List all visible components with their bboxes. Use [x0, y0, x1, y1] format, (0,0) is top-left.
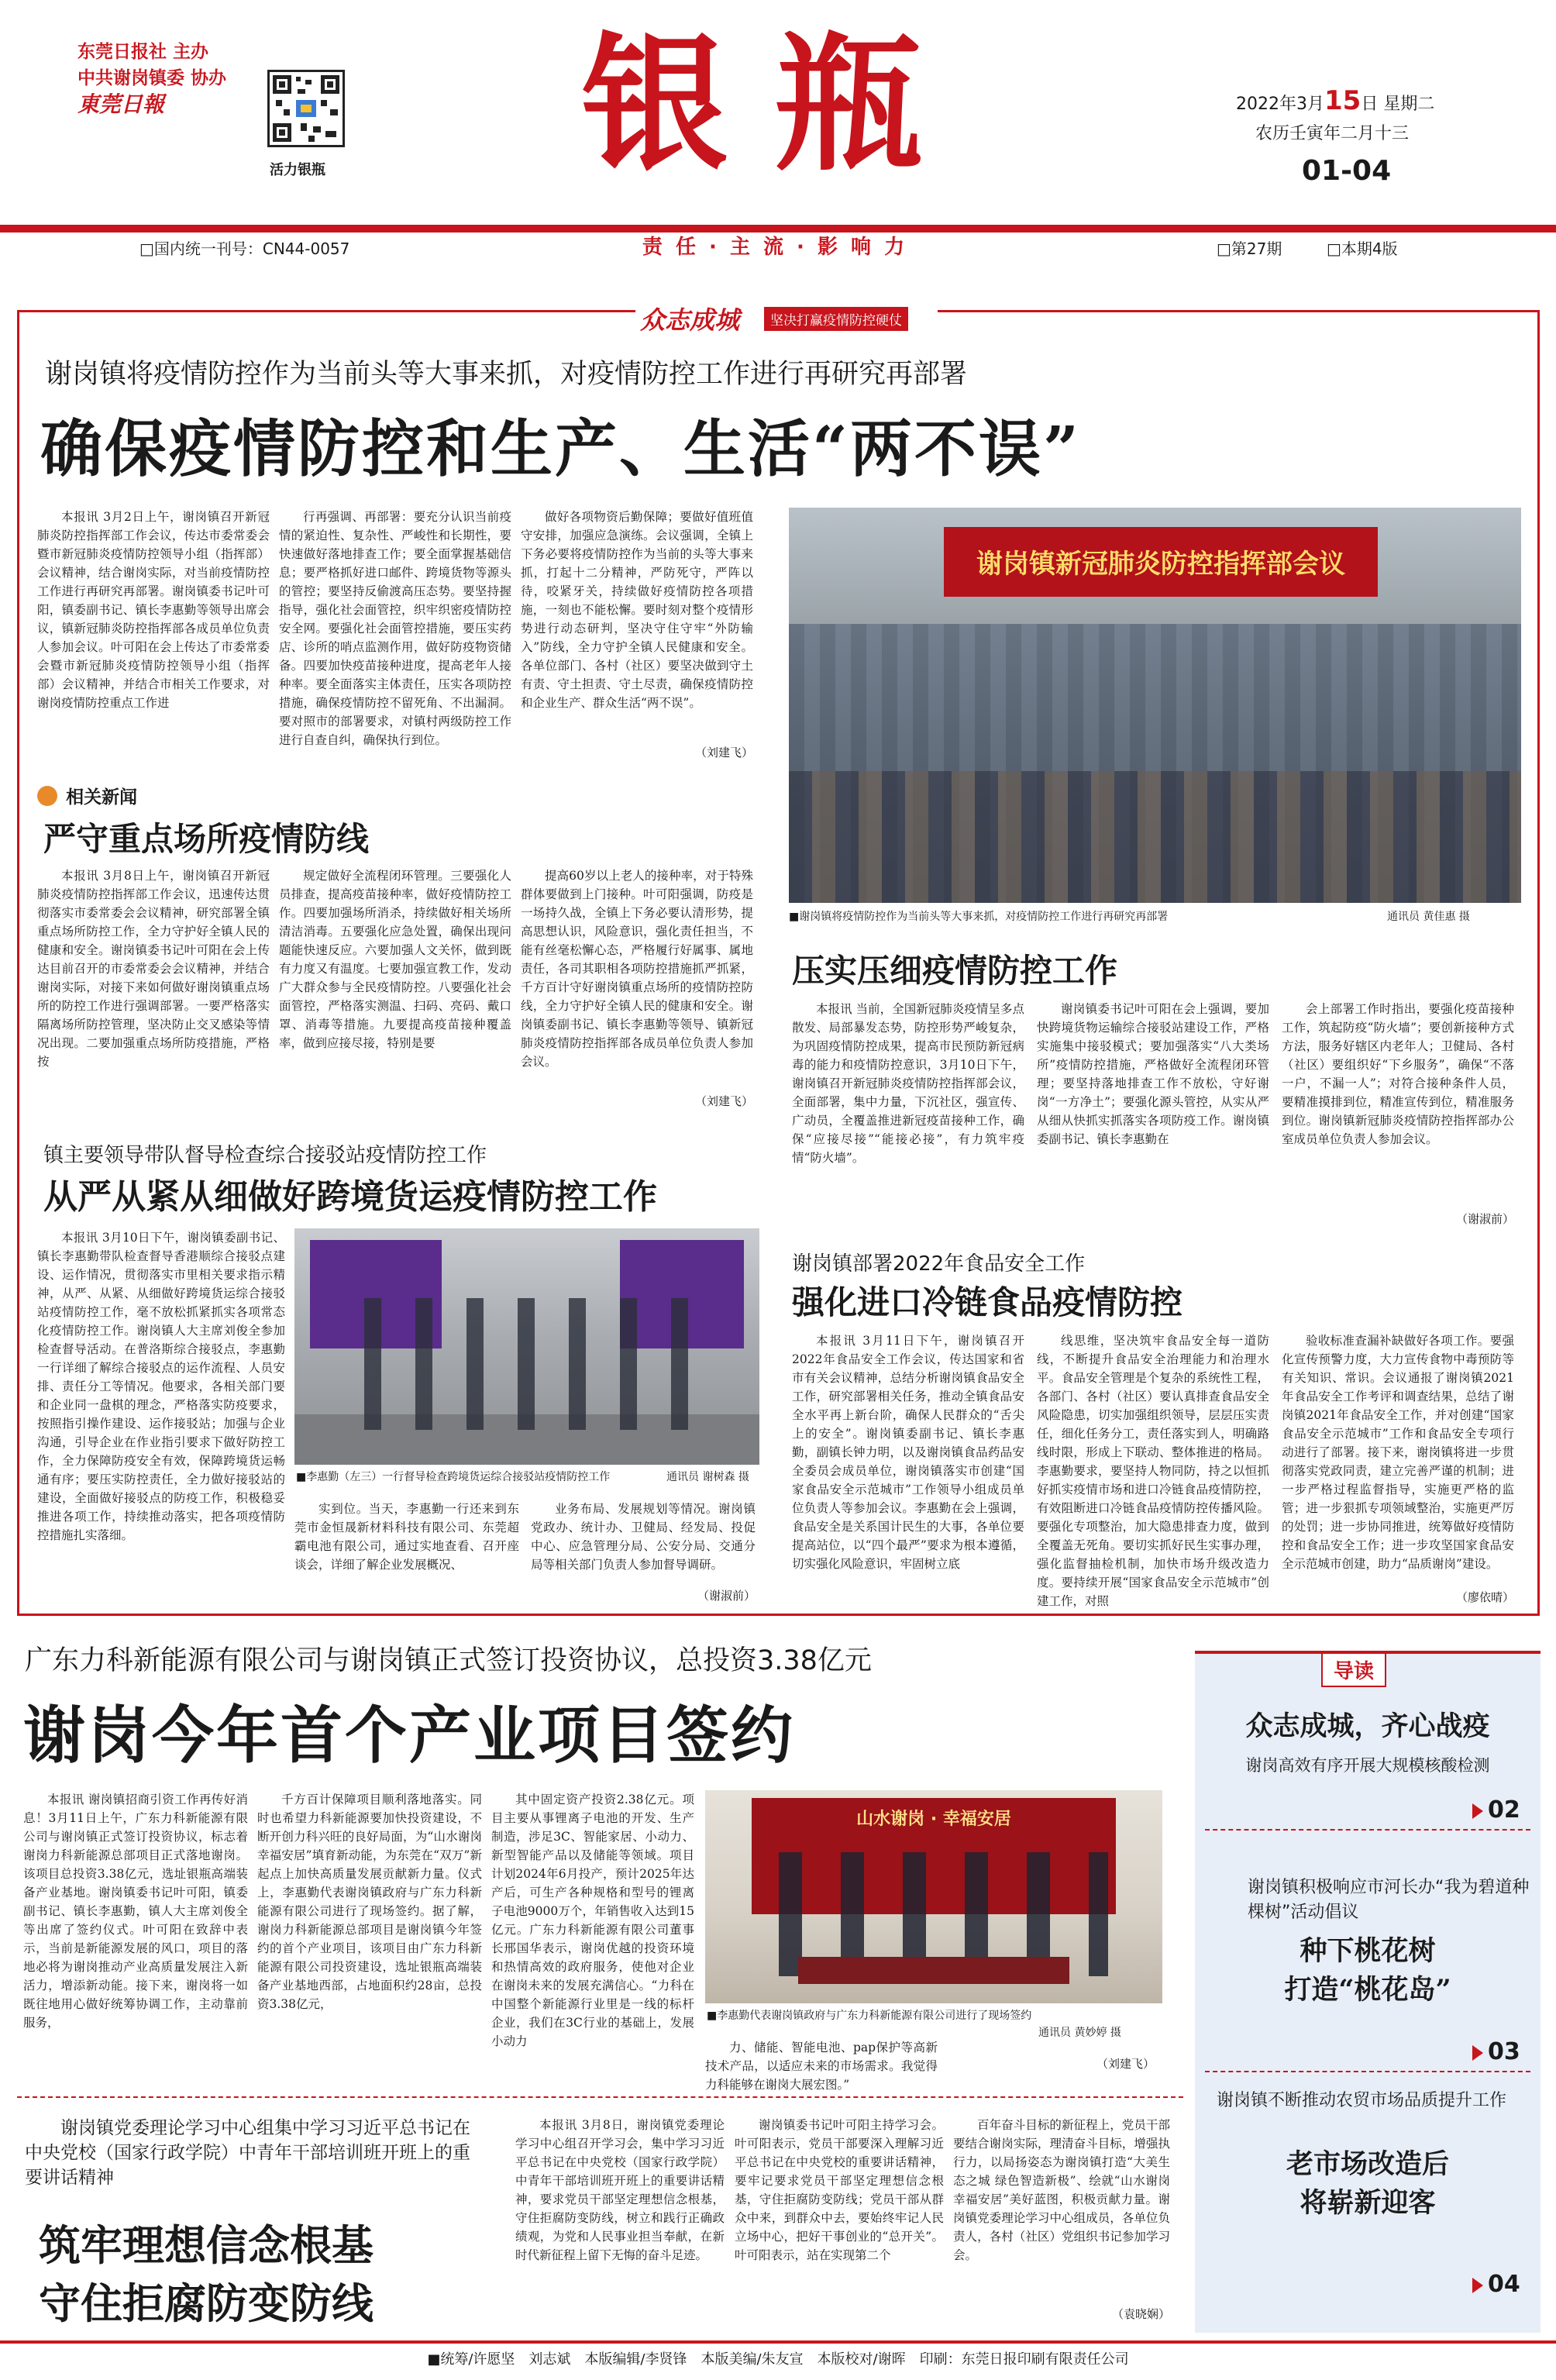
lead-col-3: 做好各项物资后勤保障；要做好值班值守安排，加强应急演练。会议强调，全镇上下务必要将疫情防控作为当前的头等大事来抓，打起十二分精神，严防死守，严阵以待，咬紧牙关，持续做好疫情防控各项措施，一刻也不能松懈。要时刻对整个疫情形势进行动态研判，坚决守住守牢“外防输入”防线，全力守护全镇人民健康和安全。各单位部门、各村（社区）要坚决做到守土有责、守土担责、守土尽责，确保疫情防控和企业生产、群众生活“两不误”。	[521, 510, 753, 710]
audience-front	[789, 771, 1521, 903]
pressure-col-3: 会上部署工作时指出，要强化疫苗接种工作，筑起防疫“防火墙”；要创新接种方式方法，服务好辖区内老年人；卫健局、各村（社区）要组织好“下乡服务”，确保“不落一户，不漏一人”；对符合接种条件人员，要精准摸排到位，精准宣传到位，精准服务到位。谢岗镇新冠肺炎疫情防控指挥部办公室成员单位负责人参加会议。	[1282, 1002, 1514, 1146]
issue-number: □第27期	[1217, 239, 1282, 258]
lead-photo-credit: 通讯员 黄佳惠 摄	[1387, 911, 1470, 923]
lead-photo-banner: 谢岗镇新冠肺炎防控指挥部会议	[976, 549, 1345, 580]
date-prefix: 2022年3月	[1236, 95, 1324, 114]
project-kicker: 广东力科新能源有限公司与谢岗镇正式签订投资协议，总投资3.38亿元	[25, 1645, 872, 1676]
footer-rule	[0, 2340, 1556, 2344]
guide-item-1-head[interactable]: 众志成城，齐心战疫	[1245, 1710, 1490, 1742]
guide-item-2-head2[interactable]: 打造“桃花岛”	[1284, 1974, 1451, 2006]
project-col-4: 力、储能、智能电池、pap保护等高新技术产品，以适应未来的市场需求。我觉得力科能够在谢岗大展宏图。”	[705, 2041, 938, 2092]
cross-headline: 从严从紧从细做好跨境货运疫情防控工作	[43, 1177, 657, 1217]
guide-item-2-page-num: 03	[1488, 2038, 1520, 2065]
guide-item-2-pre: 谢岗镇积极响应市河长办“我为碧道种棵树”活动倡议	[1248, 1878, 1530, 1922]
project-photo	[705, 1790, 1162, 2003]
related-icon	[37, 786, 57, 806]
guide-divider-1	[1205, 1829, 1530, 1831]
guide-item-3-page[interactable]	[1472, 2271, 1520, 2298]
guide-title	[1321, 1652, 1386, 1687]
study-headline-1: 筑牢理想信念根基	[39, 2220, 374, 2270]
publisher-line-1: 东莞日报社 主办	[77, 42, 209, 62]
paper-logo: 東莞日報	[77, 91, 165, 117]
arrow-right-icon	[1472, 1803, 1483, 1819]
project-photo-banner: 山水谢岗 · 幸福安居	[856, 1810, 1011, 1829]
food-col-2: 线思维，坚决筑牢食品安全每一道防线，不断提升食品安全治理能力和治理水平。食品安全管理是个复杂的系统性工程，各部门、各村（社区）要认真排查食品安全风险隐患，切实加强组织领导，层层压实责任，细化任务分工，责任落实到人，明确路线时限，形成上下联动、整体推进的格局。李惠勤要求，要坚持人物同防，持之以恒抓好抓实疫情市场和进口冷链食品疫情防控，有效阻断进口冷链食品疫情防控传播风险。要强化专项整治，加大隐患排查力度，做到全覆盖无死角。要切实抓好民生实事办理，强化监督抽检机制，加快市场升级改造力度。要持续开展“国家食品安全示范城市”创建工作，对照	[1037, 1334, 1269, 1608]
issue-total: □本期4版	[1327, 239, 1398, 258]
study-headline-2: 守住拒腐防变防线	[39, 2278, 374, 2328]
feature-logo: 众志成城	[640, 305, 740, 335]
guide-item-3-page-num: 04	[1488, 2271, 1520, 2298]
qr-code	[267, 70, 345, 147]
related-col-3: 提高60岁以上老人的接种率，对于特殊群体要做到上门接种。叶可阳强调，防疫是一场持久战，全镇上下务必要认清形势，提高思想认识，风险意识，强化责任担当，不能有丝毫松懈心态，严格履行好属事、属地责任，各司其职相各项防控措施抓严抓紧，千方百计守好谢岗镇重点场所的疫情防控防线，全力守护好全镇人民的健康和安全。谢岗镇委副书记、镇长李惠勤等领导、镇新冠肺炎疫情防控指挥部各成员单位负责人参加会议。	[521, 869, 753, 1069]
lead-kicker: 谢岗镇将疫情防控作为当前头等大事来抓，对疫情防控工作进行再研究再部署	[45, 359, 968, 390]
project-col-1: 本报讯 谢岗镇招商引资工作再传好消息！3月11日上午，广东力科新能源有限公司与谢岗镇正式签订投资协议，标志着谢岗力科新能源总部项目正式落地谢岗。该项目总投资3.38亿元，选址银瓶高端装备产业基地。谢岗镇委书记叶可阳，镇委副书记、镇长李惠勤，镇人大主席刘俊全等出席了签约仪式。叶可阳在致辞中表示，当前是新能源发展的风口，项目的落地必将为谢岗推动产业高质量发展注入新活力，增添新动能。接下来，谢岗将一如既往地用心做好统筹协调工作，主动靠前服务，	[23, 1793, 248, 2030]
qr-caption: 活力银瓶	[270, 162, 325, 178]
cross-photo	[294, 1228, 759, 1465]
guide-item-1-page-num: 02	[1488, 1796, 1520, 1824]
cross-col-1: 本报讯 3月10日下午，谢岗镇委副书记、镇长李惠勤带队检查督导香港顺综合接驳点建设、运作情况，贯彻落实市里相关要求指示精神，从严、从紧、从细做好跨境货运综合接驳站疫情防控工作，毫不放松抓紧抓实各项常态化疫情防控工作。谢岗镇人大主席刘俊全参加检查督导活动。在普洛斯综合接驳点，李惠勤一行详细了解综合接驳点的运作流程、人员安排、责任分工等情况。他要求，各相关部门要和企业同一盘棋的理念，严格落实防疫要求，按照指引操作建设、运作接驳站；加强与企业沟通，引导企业在作业指引要求下做好防控工作，全力保障防疫安全有效，保障跨境货运畅通有序；要压实防控责任，全力做好接驳站的建设，全面做好接驳点的防疫工作，积极稳妥推进各项工作，持续推动落实，把各项疫情防控措施扎实落细。	[37, 1231, 285, 1542]
issue-date	[1236, 85, 1434, 116]
masthead-slogan: 责 任 · 主 流 · 影 响 力	[642, 236, 908, 259]
pressure-col-2: 谢岗镇委书记叶可阳在会上强调，要加快跨境货物运输综合接驳站建设工作，严格实施集中接驳模式；要加强落实“八大类场所”疫情防控措施，严格做好全流程闭环管理；要坚持落地排查工作不放松，守好谢岗“一方净土”；要强化源头管控，从实从严从细从快抓实抓落实各项防疫工作。谢岗镇委副书记、镇长李惠勤在	[1037, 1002, 1269, 1146]
date-suffix: 日 星期二	[1361, 95, 1435, 114]
date-day: 15	[1324, 85, 1362, 116]
cross-col-3: 业务布局、发展规划等情况。谢岗镇党政办、统计办、卫健局、经发局、投促中心、应急管理分局、公安分局、交通分局等相关部门负责人参加督导调研。	[531, 1502, 756, 1572]
feature-tag: 坚决打赢疫情防控硬仗	[764, 307, 908, 331]
lunar-date: 农历壬寅年二月十三	[1255, 124, 1410, 143]
cn-number: □国内统一刊号：CN44-0057	[139, 239, 350, 258]
guide-item-1-page[interactable]	[1472, 1796, 1520, 1824]
arrow-right-icon	[1472, 2278, 1483, 2293]
study-col-2: 谢岗镇委书记叶可阳主持学习会。叶可阳表示，党员干部要深入理解习近平总书记在中央党校的重要讲话精神，要牢记要求党员干部坚定理想信念根基，守住拒腐防变防线；党员干部从群众中来，到群众中去，要始终牢记人民立场中心，把好干事创业的“总开关”。叶可阳表示，站在实现第二个	[735, 2118, 944, 2262]
cross-kicker: 镇主要领导带队督导检查综合接驳站疫情防控工作	[43, 1144, 487, 1167]
project-photo-caption: ■李惠勤代表谢岗镇政府与广东力科新能源有限公司进行了现场签约	[707, 2010, 1032, 2022]
study-kicker: 谢岗镇党委理论学习中心组集中学习习近平总书记在中央党校（国家行政学院）中青年干部培训班开班上的重要讲话精神	[25, 2118, 470, 2188]
project-col-2: 千方百计保障项目顺利落地落实。同时也希望力科新能源要加快投资建设，不断开创力科兴旺的良好局面，为“山水谢岗 幸福安居”填育新动能，为东莞在“双万”新起点上加快高质量发展贡献新力量。仪式上，李惠勤代表谢岗镇政府与广东力科新能源有限公司进行了现场签约。据了解，谢岗力科新能源总部项目是谢岗镇今年签约的首个产业项目，该项目由广东力科新能源有限公司投资建设，选址银瓶高端装备产业基地西部，占地面积约28亩，总投资3.38亿元，	[257, 1793, 482, 2011]
guide-item-2-head1[interactable]: 种下桃花树	[1300, 1935, 1436, 1967]
signing-table	[798, 1957, 1069, 1984]
publisher-line-2: 中共谢岗镇委 协办	[77, 68, 227, 88]
lead-photo	[789, 508, 1521, 903]
related-col-1: 本报讯 3月8日上午，谢岗镇召开新冠肺炎疫情防控指挥部工作会议，迅速传达贯彻落实市委常委会会议精神，研究部署全镇重点场所防控工作，全力守护好全镇人民的健康和安全。谢岗镇委书记叶可阳在会上传达目前召开的市委常委会会议精神，并结合谢岗实际，对接下来如何做好谢岗镇重点场所的防控工作进行强调部署。一要严格落实隔离场所防控管理，坚决防止交叉感染等情况出现。二要加强重点场所防疫措施，严格按	[37, 869, 270, 1069]
guide-item-2-page[interactable]	[1472, 2038, 1520, 2065]
feature-banner	[635, 301, 938, 335]
food-col-1: 本报讯 3月11日下午，谢岗镇召开2022年食品安全工作会议，传达国家和省市有关会议精神，总结分析谢岗镇食品安全工作，研究部署相关任务，推动全镇食品安全水平再上新台阶，确保人民群众的“舌尖上的安全”。谢岗镇委副书记、镇长李惠勤，副镇长钟力明，以及谢岗镇食品药品安全委员会成员单位，谢岗镇落实市创建“国家食品安全示范城市”工作领导小组成员单位负责人等参加会议。李惠勤在会上强调，食品安全是关系国计民生的大事，各单位要提高站位，以“四个最严”要求为根本遵循，切实强化风险意识，牢固树立底	[792, 1334, 1024, 1571]
food-kicker: 谢岗镇部署2022年食品安全工作	[792, 1252, 1086, 1276]
footer-credits: ■统筹/许愿坚 刘志斌 本版编辑/李贤锋 本版美编/朱友宣 本版校对/谢晖 印刷：东莞日报印刷有限责任公司	[427, 2351, 1129, 2368]
study-col-1: 本报讯 3月8日，谢岗镇党委理论学习中心组召开学习会，集中学习习近平总书记在中央党校（国家行政学院）中青年干部培训班开班上的重要讲话精神，要求党员干部坚定理想信念根基，守住拒腐防变防线，树立和践行正确政绩观，为党和人民事业担当奉献，在新时代新征程上留下无悔的奋斗足迹。	[515, 2118, 725, 2262]
page-range: 01-04	[1302, 155, 1392, 187]
cross-signoff: （谢淑前）	[697, 1589, 756, 1603]
project-photo-credit: 通讯员 黄妙婷 摄	[1038, 2027, 1121, 2039]
pressure-headline: 压实压细疫情防控工作	[792, 952, 1118, 990]
guide-item-3-pre: 谢岗镇不断推动农贸市场品质提升工作	[1217, 2091, 1507, 2110]
project-col-3: 其中固定资产投资2.38亿元。项目主要从事锂离子电池的开发、生产制造，涉足3C、智能家居、小动力、新型智能产品以及储能等领域。项目计划2024年6月投产，预计2025年达产后，可生产各种规格和型号的锂离子电池9000万个，年销售收入达到15亿元。广东力科新能源有限公司董事长邢国华表示，谢岗优越的投资环境和热情高效的政府服务，使他对企业在谢岗未来的发展充满信心。“力科在中国整个新能源行业里是一线的标杆企业，我们在3C行业的基础上，发展小动力	[491, 1793, 694, 2048]
related-label-text: 相关新闻	[66, 787, 138, 808]
project-headline: 谢岗今年首个产业项目签约	[23, 1699, 795, 1772]
related-signoff: （刘建飞）	[694, 1094, 753, 1108]
study-signoff: （袁晓娴）	[1111, 2307, 1170, 2321]
cross-col-2: 实到位。当天，李惠勤一行还来到东莞市金恒晟新材料科技有限公司、东莞超霸电池有限公司，通过实地查看、召开座谈会，详细了解企业发展概况、	[294, 1502, 519, 1572]
guide-item-1-sub: 谢岗高效有序开展大规模核酸检测	[1245, 1756, 1490, 1775]
guide-divider-2	[1205, 2071, 1530, 2072]
study-col-3: 百年奋斗目标的新征程上，党员干部要结合谢岗实际，理清奋斗目标，增强执行力，以局扬姿态为谢岗镇打造“大美生态之城 绿色智造新极”、绘就“山水谢岗 幸福安居”美好蓝图，积极贡献力量。谢岗镇党委理论学习中心组成员，各单位负责人，各村（社区）党组织书记参加学习会。	[953, 2118, 1170, 2262]
lead-headline: 确保疫情防控和生产、生活“两不误”	[40, 412, 1082, 485]
related-col-2: 规定做好全流程闭环管理。三要强化人员排查，提高疫苗接种率，做好疫情防控工作。四要加强场所消杀，持续做好相关场所清洁消毒。五要强化应急处置，确保出现问题能快速反应。六要加强人文关怀，做到既有力度又有温度。七要加强宣教工作，发动广大群众参与全民疫情防控。八要强化社会面管控，严格落实测温、扫码、亮码、戴口罩、消毒等措施。九要提高疫苗接种覆盖率，做到应接尽接，特别是要	[279, 869, 511, 1050]
guide-item-3-head1[interactable]: 老市场改造后	[1286, 2148, 1449, 2180]
food-headline: 强化进口冷链食品疫情防控	[792, 1283, 1183, 1321]
lead-col-2: 行再强调、再部署：要充分认识当前疫情的紧迫性、复杂性、严峻性和长期性，要快速做好落地排查工作；要全面掌握基础信息；要严格抓好进口邮件、跨境货物等源头的管控；要坚持反偷渡高压态势。要坚持握指导，强化社会面管控，织牢织密疫情防控安全网。要强化社会面管控措施，要压实药店、诊所的哨点监测作用，做好防疫物资储备。四要加快疫苗接种进度，提高老年人接种率。要全面落实主体责任，压实各项防控措施，确保疫情防控不留死角、不出漏洞。要对照市的部署要求，对镇村两级防控工作进行自查自纠，确保执行到位。	[279, 510, 511, 747]
cross-photo-caption: ■李惠勤（左三）一行督导检查跨境货运综合接驳站疫情防控工作	[296, 1471, 611, 1483]
study-divider	[17, 2096, 1183, 2098]
food-col-3: 验收标准查漏补缺做好各项工作。要强化宣传预警力度，大力宣传食物中毒预防等有关知识、常识。会议通报了谢岗镇2021年食品安全工作考评和调查结果，总结了谢岗镇2021年食品安全工作，并对创建“国家食品安全示范城市”工作和食品安全专项行动进行了部署。接下来，谢岗镇将进一步贯彻落实党政同责，建立完善严谨的机制；进一步严格过程监督指导，实施更严格的监管；进一步狠抓专项领域整治，实施更严厉的处罚；进一步协同推进，统筹做好疫情防控和食品安全工作；进一步攻坚国家食品安全示范城市创建，助力“品质谢岗”建设。	[1282, 1334, 1514, 1571]
pressure-signoff: （谢淑前）	[1455, 1212, 1514, 1226]
masthead-title: 银瓶	[580, 18, 969, 191]
related-headline: 严守重点场所疫情防线	[43, 820, 370, 858]
arrow-right-icon	[1472, 2045, 1483, 2061]
guide-item-3-head2[interactable]: 将崭新迎客	[1300, 2187, 1436, 2219]
cross-photo-credit: 通讯员 谢树森 摄	[666, 1471, 749, 1483]
project-signoff: （刘建飞）	[1096, 2057, 1155, 2071]
people-group	[341, 1298, 713, 1430]
lead-photo-caption: ■谢岗镇将疫情防控作为当前头等大事来抓，对疫情防控工作进行再研究再部署	[789, 911, 1169, 923]
masthead-rule	[0, 225, 1556, 232]
food-signoff: （廖依晴）	[1455, 1590, 1514, 1604]
lead-signoff: （刘建飞）	[694, 746, 753, 759]
pressure-col-1: 本报讯 当前，全国新冠肺炎疫情呈多点散发、局部暴发态势，防控形势严峻复杂，为巩固疫情防控成果，提高市民预防新冠病毒的能力和疫情防控意识，3月10日下午，谢岗镇召开新冠肺炎疫情防控指挥部会议，全面部署，集中力量，下沉社区，强宣传、广动员，全覆盖推进新冠疫苗接种工作，确保“应接尽接”“能接必接”，有力筑牢疫情“防火墙”。	[792, 1002, 1024, 1165]
related-label	[37, 783, 137, 808]
guide-title-text: 导读	[1334, 1660, 1375, 1683]
publisher-lines	[77, 39, 226, 118]
lead-col-1: 本报讯 3月2日上午，谢岗镇召开新冠肺炎防控指挥部工作会议，传达市委常委会暨市新冠肺炎疫情防控领导小组（指挥部）会议精神，结合谢岗实际，对当前疫情防控工作进行再研究再部署。谢岗镇委书记叶可阳，镇委副书记、镇长李惠勤等领导出席会议，镇新冠肺炎防控指挥部各成员单位负责人参加会议。叶可阳在会上传达了市委常委会暨市新冠肺炎疫情防控领导小组（指挥部）会议精神，并结合市相关工作要求，对谢岗疫情防控重点工作进	[37, 510, 270, 710]
